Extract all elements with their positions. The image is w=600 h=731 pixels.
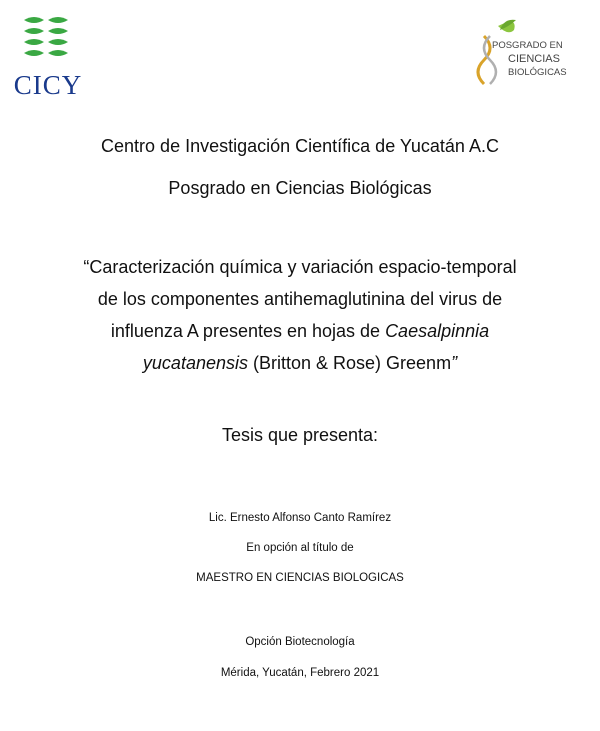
cicy-logo-text: CICY bbox=[13, 70, 83, 100]
presentation-label: Tesis que presenta: bbox=[221, 425, 379, 445]
species-epithet: yucatanensis bbox=[142, 353, 248, 373]
degree-option: Opción Biotecnología bbox=[245, 636, 355, 648]
posgrado-logo-line3: BIOLÓGICAS bbox=[508, 67, 567, 78]
thesis-title-line3 bbox=[0, 315, 600, 347]
closing-quote: ” bbox=[451, 353, 458, 373]
thesis-title-line4 bbox=[0, 347, 600, 379]
species-authority: (Britton & Rose) Greenm bbox=[248, 353, 452, 373]
cicy-logo bbox=[8, 14, 88, 100]
place-date: Mérida, Yucatán, Febrero 2021 bbox=[220, 667, 380, 679]
institution-name: Centro de Investigación Científica de Yucatán A.C bbox=[101, 136, 499, 156]
posgrado-logo-line2: CIENCIAS bbox=[508, 53, 560, 65]
species-genus: Caesalpinnia bbox=[385, 321, 490, 341]
author-name: Lic. Ernesto Alfonso Canto Ramírez bbox=[208, 512, 392, 524]
degree-name: MAESTRO EN CIENCIAS BIOLOGICAS bbox=[196, 572, 404, 584]
thesis-title-line2: de los componentes antihemaglutinina del virus de bbox=[97, 289, 503, 309]
thesis-title-line3-text: influenza A presentes en hojas de bbox=[110, 321, 386, 341]
thesis-title bbox=[0, 251, 600, 379]
posgrado-logo-line1: POSGRADO EN bbox=[492, 40, 563, 51]
thesis-title-line1: “Caracterización química y variación espacio-temporal bbox=[83, 257, 517, 277]
leaf-stack-icon bbox=[18, 14, 78, 70]
degree-prefix: En opción al título de bbox=[246, 542, 354, 554]
posgrado-logo bbox=[470, 16, 590, 96]
program-name: Posgrado en Ciencias Biológicas bbox=[168, 178, 432, 198]
